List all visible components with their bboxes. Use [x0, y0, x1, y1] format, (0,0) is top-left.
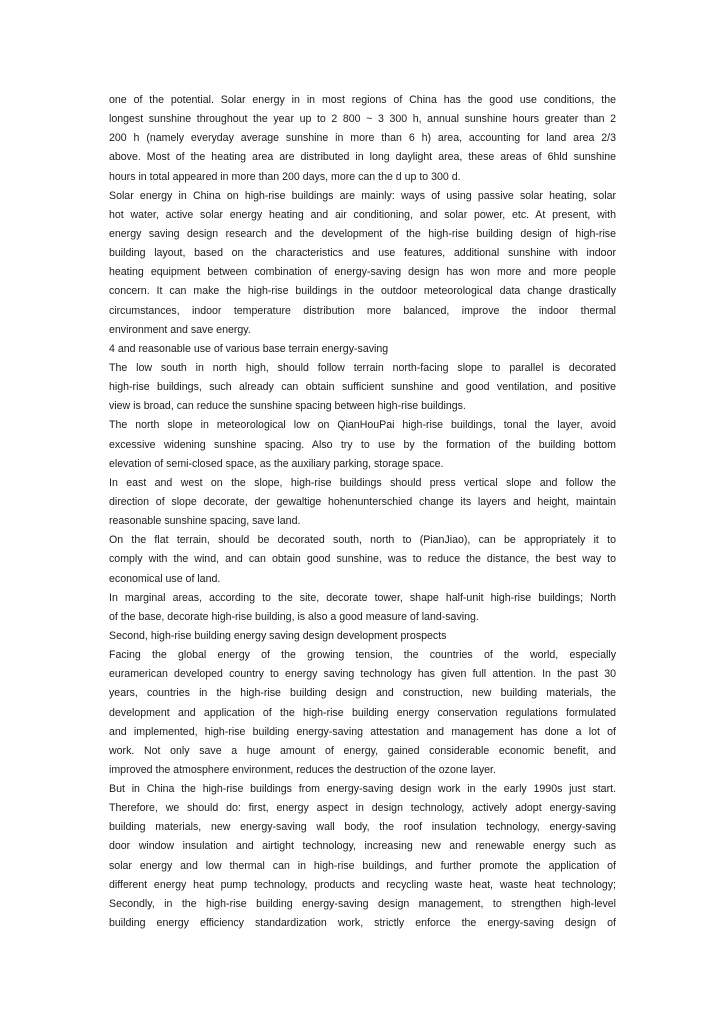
text-line: high-rise buildings, such already can obtain sufficient sunshine and good ventilation, and positive: [109, 381, 616, 394]
text-line: economical use of land.: [109, 572, 221, 585]
text-line: solar energy and low thermal can in high-rise buildings, and further promote the application of: [109, 859, 616, 872]
text-line: view is broad, can reduce the sunshine spacing between high-rise buildings.: [109, 400, 466, 413]
section-heading: 4 and reasonable use of various base terrain energy-saving: [109, 342, 389, 355]
text-line: building energy efficiency standardization work, strictly enforce the energy-saving design of: [109, 917, 616, 930]
text-line: door window insulation and airtight technology, increasing new and renewable energy such as: [109, 840, 616, 853]
text-line: hot water, active solar energy heating and air conditioning, and solar power, etc. At present, with: [109, 208, 616, 221]
text-line: direction of slope decorate, der gewaltige hohenunterschied change its layers and height, maintain: [109, 495, 616, 508]
text-line: hours in total appeared in more than 200 days, more can the d up to 300 d.: [109, 170, 461, 183]
text-line: improved the atmosphere environment, reduces the destruction of the ozone layer.: [109, 763, 496, 776]
text-line: of the base, decorate high-rise building, is also a good measure of land-saving.: [109, 610, 479, 623]
text-line: Solar energy in China on high-rise buildings are mainly: ways of using passive solar heating, solar: [109, 189, 616, 202]
text-line: On the flat terrain, should be decorated south, north to (PianJiao), can be appropriately it to: [109, 534, 616, 547]
text-line: environment and save energy.: [109, 323, 251, 336]
text-line: In east and west on the slope, high-rise buildings should press vertical slope and follow the: [109, 476, 616, 489]
text-line: excessive widening sunshine spacing. Also try to use by the formation of the building bottom: [109, 438, 616, 451]
text-line: different energy heat pump technology, products and recycling waste heat, waste heat technology;: [109, 878, 616, 891]
text-line: 200 h (namely everyday average sunshine in more than 6 h) area, accounting for land area 2/3: [109, 132, 616, 145]
text-line: comply with the wind, and can obtain good sunshine, was to reduce the distance, the best way to: [109, 553, 616, 566]
text-line: But in China the high-rise buildings from energy-saving design work in the early 1990s just start.: [109, 783, 616, 796]
text-line: and implemented, high-rise building energy-saving attestation and management has done a lot of: [109, 725, 616, 738]
document-page: [109, 91, 616, 933]
text-line: Therefore, we should do: first, energy aspect in design technology, actively adopt energy-saving: [109, 802, 616, 815]
text-line: elevation of semi-closed space, as the auxiliary parking, storage space.: [109, 457, 444, 470]
text-line: heating equipment between combination of energy-saving design has won more and more people: [109, 266, 616, 279]
text-line: years, countries in the high-rise building design and construction, new building materials, the: [109, 687, 616, 700]
text-line: one of the potential. Solar energy in in most regions of China has the good use conditions, the: [109, 94, 616, 106]
text-line: euramerican developed country to energy saving technology has given full attention. In the past 30: [109, 668, 616, 681]
text-line: building layout, based on the characteristics and use features, additional sunshine with indoor: [109, 247, 616, 260]
section-heading: Second, high-rise building energy saving design development prospects: [109, 629, 447, 642]
text-line: The low south in north high, should follow terrain north-facing slope to parallel is decorated: [109, 361, 616, 374]
text-line: Secondly, in the high-rise building energy-saving design management, to strengthen high-level: [109, 897, 616, 910]
text-line: reasonable sunshine spacing, save land.: [109, 515, 301, 528]
text-line: work. Not only save a huge amount of energy, gained considerable economic benefit, and: [109, 744, 616, 757]
text-line: Facing the global energy of the growing tension, the countries of the world, especially: [109, 649, 616, 662]
text-line: In marginal areas, according to the site, decorate tower, shape half-unit high-rise buildings; North: [109, 591, 616, 604]
text-line: development and application of the high-rise building energy conservation regulations formulated: [109, 706, 616, 719]
text-line: building materials, new energy-saving wall body, the roof insulation technology, energy-saving: [109, 821, 616, 834]
text-line: circumstances, indoor temperature distribution more balanced, improve the indoor thermal: [109, 304, 616, 317]
text-line: concern. It can make the high-rise buildings in the outdoor meteorological data change drastically: [109, 285, 616, 298]
text-line: energy saving design research and the development of the high-rise building design of high-rise: [109, 227, 616, 240]
text-line: The north slope in meteorological low on QianHouPai high-rise buildings, tonal the layer, avoid: [109, 419, 616, 432]
text-line: longest sunshine throughout the year up to 2 800 ~ 3 300 h, annual sunshine hours greater than 2: [109, 113, 616, 126]
text-line: above. Most of the heating area are distributed in long daylight area, these areas of 6hld sunshine: [109, 151, 616, 164]
